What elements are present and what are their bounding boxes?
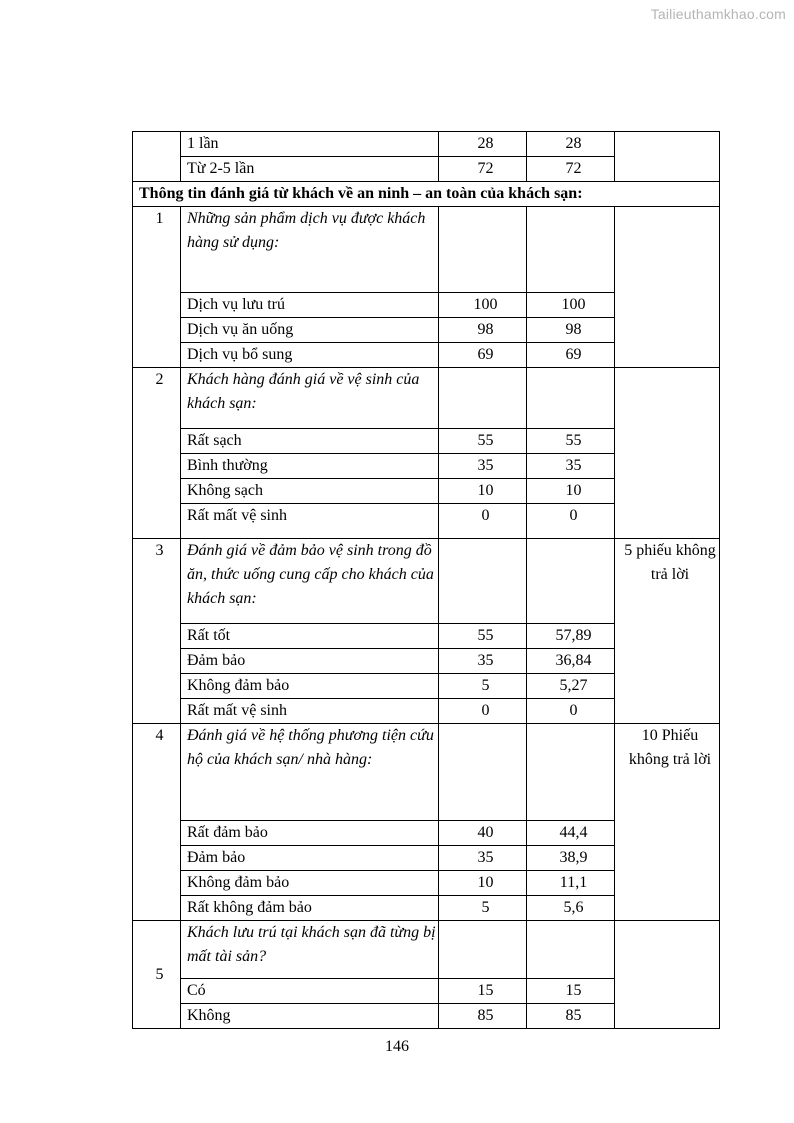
group-note [615, 368, 720, 539]
index-cell [133, 132, 181, 182]
group-index: 3 [133, 539, 181, 724]
row-value-1: 35 [439, 846, 527, 871]
row-label: Rất sạch [181, 429, 439, 454]
group-question: Những sản phẩm dịch vụ được khách hàng sử dụng: [181, 207, 439, 293]
row-value-1: 5 [439, 674, 527, 699]
group-question: Đánh giá về đảm bảo vệ sinh trong đồ ăn, thức uống cung cấp cho khách của khách sạn: [181, 539, 439, 624]
row-value-2: 0 [527, 699, 615, 724]
row-value-1: 100 [439, 293, 527, 318]
question-row [133, 207, 720, 293]
empty-cell [527, 724, 615, 821]
empty-cell [439, 724, 527, 821]
row-label: Có [181, 979, 439, 1004]
row-value-2: 15 [527, 979, 615, 1004]
row-value-2: 5,27 [527, 674, 615, 699]
group-question: Đánh giá về hệ thống phương tiện cứu hộ của khách sạn/ nhà hàng: [181, 724, 439, 821]
row-value-1: 28 [439, 132, 527, 157]
group-note [615, 921, 720, 1029]
row-value-2: 36,84 [527, 649, 615, 674]
empty-cell [439, 368, 527, 429]
row-value-2: 57,89 [527, 624, 615, 649]
watermark: Tailieuthamkhao.com [650, 6, 786, 22]
group-question: Khách lưu trú tại khách sạn đã từng bị mất tài sản? [181, 921, 439, 979]
row-value-2: 38,9 [527, 846, 615, 871]
row-value-1: 15 [439, 979, 527, 1004]
row-value-1: 5 [439, 896, 527, 921]
row-value-1: 10 [439, 871, 527, 896]
row-value-2: 0 [527, 504, 615, 539]
row-value-2: 44,4 [527, 821, 615, 846]
row-value-1: 35 [439, 649, 527, 674]
row-label: Đảm bảo [181, 649, 439, 674]
group-question: Khách hàng đánh giá về vệ sinh của khách sạn: [181, 368, 439, 429]
row-value-2: 10 [527, 479, 615, 504]
group-note: 5 phiếu không trả lời [615, 539, 720, 724]
row-label: Rất tốt [181, 624, 439, 649]
row-value-1: 35 [439, 454, 527, 479]
section-title: Thông tin đánh giá từ khách về an ninh – an toàn của khách sạn: [133, 182, 720, 207]
row-value-2: 72 [527, 157, 615, 182]
survey-table [132, 131, 720, 1029]
group-index: 1 [133, 207, 181, 368]
row-label: Rất đảm bảo [181, 821, 439, 846]
row-value-1: 85 [439, 1004, 527, 1029]
row-label: 1 lần [181, 132, 439, 157]
row-value-1: 40 [439, 821, 527, 846]
empty-cell [527, 539, 615, 624]
question-row [133, 368, 720, 429]
row-value-2: 55 [527, 429, 615, 454]
row-value-2: 100 [527, 293, 615, 318]
row-value-1: 55 [439, 624, 527, 649]
group-index: 5 [133, 921, 181, 1029]
row-value-2: 85 [527, 1004, 615, 1029]
question-row [133, 921, 720, 979]
row-label: Không [181, 1004, 439, 1029]
row-label: Rất mất vệ sinh [181, 504, 439, 539]
group-index: 2 [133, 368, 181, 539]
row-value-1: 0 [439, 699, 527, 724]
row-value-2: 98 [527, 318, 615, 343]
row-value-1: 69 [439, 343, 527, 368]
row-value-2: 28 [527, 132, 615, 157]
row-label: Dịch vụ ăn uống [181, 318, 439, 343]
section-row [133, 182, 720, 207]
empty-cell [527, 368, 615, 429]
row-label: Từ 2-5 lần [181, 157, 439, 182]
empty-cell [527, 207, 615, 293]
row-value-2: 35 [527, 454, 615, 479]
row-value-2: 11,1 [527, 871, 615, 896]
row-label: Đảm bảo [181, 846, 439, 871]
empty-cell [439, 539, 527, 624]
row-label: Rất không đảm bảo [181, 896, 439, 921]
row-label: Không đảm bảo [181, 674, 439, 699]
row-value-2: 69 [527, 343, 615, 368]
page-number: 146 [385, 1038, 409, 1055]
empty-cell [527, 921, 615, 979]
table-row [133, 132, 720, 157]
group-note [615, 207, 720, 368]
row-value-1: 10 [439, 479, 527, 504]
row-label: Dịch vụ bổ sung [181, 343, 439, 368]
row-label: Rất mất vệ sinh [181, 699, 439, 724]
row-label: Không sạch [181, 479, 439, 504]
empty-cell [439, 207, 527, 293]
empty-cell [439, 921, 527, 979]
row-value-1: 72 [439, 157, 527, 182]
group-index: 4 [133, 724, 181, 921]
question-row [133, 539, 720, 624]
row-value-1: 0 [439, 504, 527, 539]
survey-table-body [133, 132, 720, 1029]
row-value-1: 55 [439, 429, 527, 454]
question-row [133, 724, 720, 821]
row-label: Bình thường [181, 454, 439, 479]
row-label: Dịch vụ lưu trú [181, 293, 439, 318]
group-note: 10 Phiếu không trả lời [615, 724, 720, 921]
row-label: Không đảm bảo [181, 871, 439, 896]
note-cell [615, 132, 720, 182]
row-value-1: 98 [439, 318, 527, 343]
row-value-2: 5,6 [527, 896, 615, 921]
